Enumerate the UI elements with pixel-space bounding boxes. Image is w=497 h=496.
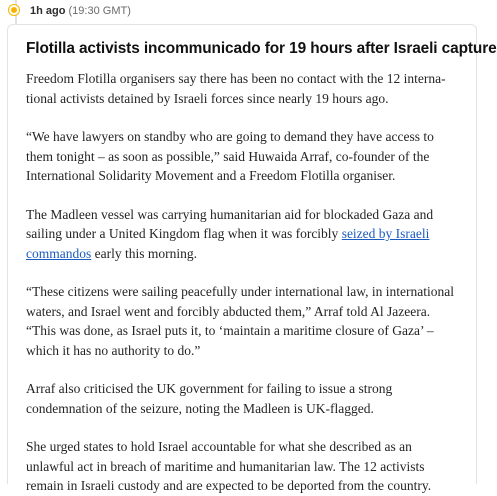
paragraph-5: Arraf also criticised the UK government for failing to issue a strong condemnation of the seizure, noting the Madleen is UK-flagged. — [26, 381, 393, 416]
paragraph-2: “We have lawyers on standby who are going to demand they have access to them tonight – as soon as possible,” said Huwaida Arraf, co-founder of the International Solidarity Movement and a Freedom Flotilla organiser. — [26, 129, 434, 183]
seized-by-commandos-link[interactable]: seized by Israeli commandos — [26, 226, 430, 261]
paragraph-3-text-after: early this morning. — [91, 245, 197, 261]
paragraph-6: She urged states to hold Israel accountable for what she described as an unlawful act in breach of maritime and humanitarian law. The 12 activists remain in Israeli custody and are expected to be deported from the country. — [26, 439, 432, 493]
paragraph-3 — [26, 205, 460, 264]
time-gmt: (19:30 GMT) — [68, 5, 131, 17]
paragraph-4: “These citizens were sailing peacefully under international law, in international waters, and Israel went and forcibly abducted them,” Arraf told Al Jazeera. “This was done, as Israel puts it, to ‘maintain a maritime closure of Gaza’ – which it has no authority to do.” — [26, 284, 454, 358]
post-timestamp — [30, 4, 131, 18]
post-headline: Flotilla activists incommunicado for 19 hours after Israeli capture — [26, 40, 497, 57]
timeline-dot-icon — [9, 5, 19, 15]
time-ago: 1h ago — [30, 5, 66, 17]
paragraph-3-text-before: The Madleen vessel was carrying humanitarian aid for blockaded Gaza and sailing under a United Kingdom flag when it was forcibly — [26, 206, 434, 241]
live-blog-card — [7, 24, 497, 493]
paragraph-1: Freedom Flotilla organisers say there has been no contact with the 12 interna-tional activists detained by Israeli forces since nearly 19 hours ago. — [26, 71, 446, 106]
